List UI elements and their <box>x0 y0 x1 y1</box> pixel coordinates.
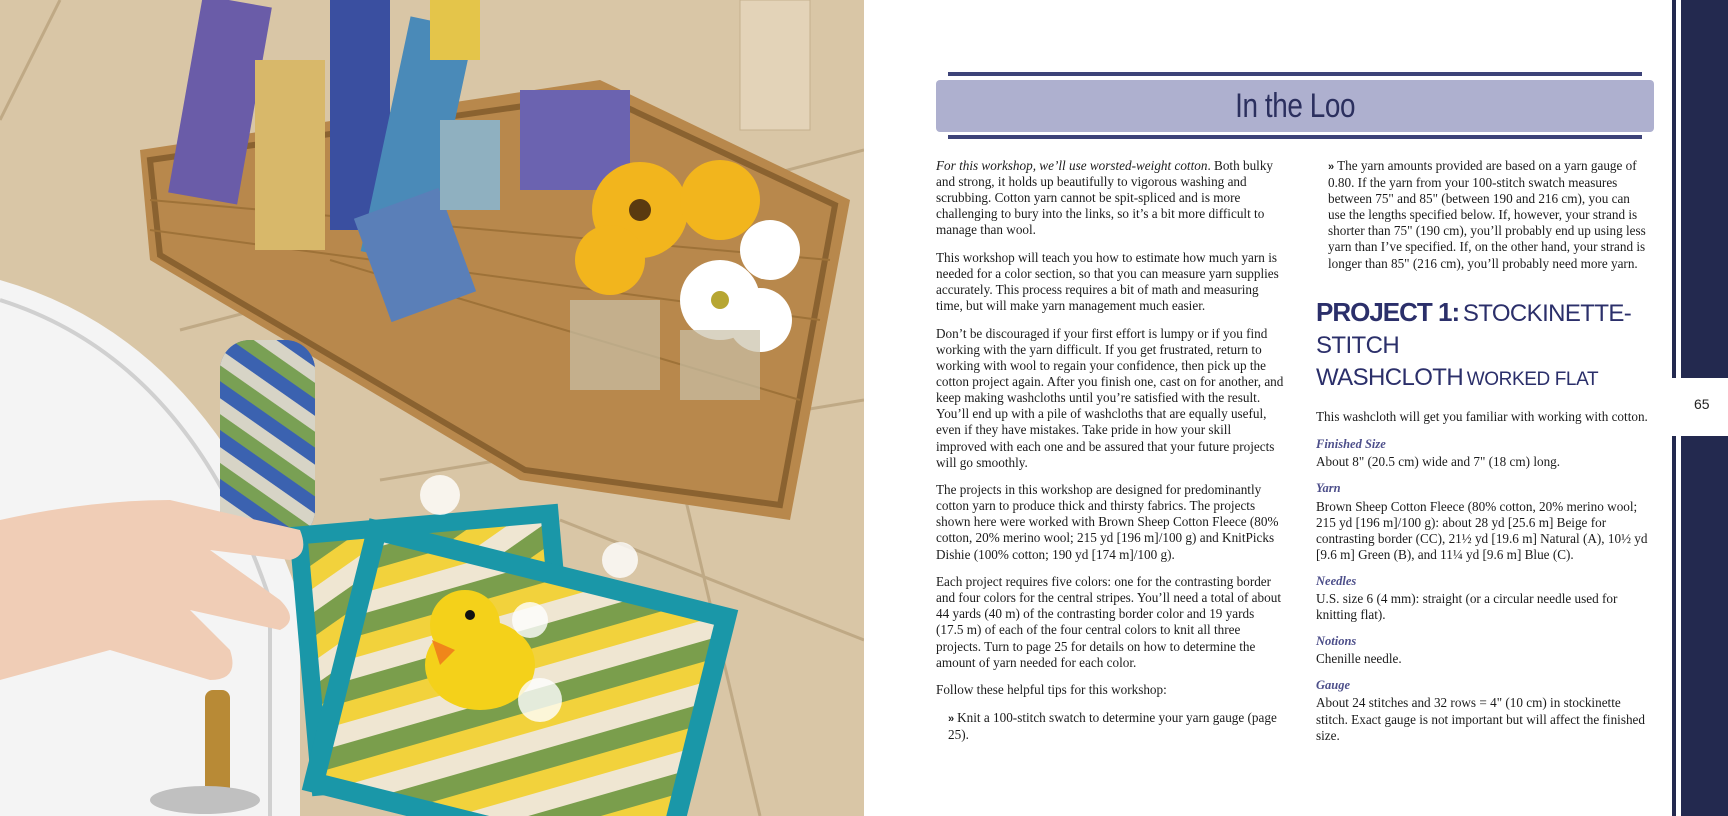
edge-tab-lower <box>1681 436 1728 816</box>
yarn-text: Brown Sheep Cotton Fleece (80% cotton, 20% merino wool; 215 yd [196 m]/100 g): about 28 yd [25.6 m] Beige for contrasting border (CC), 21½ yd [19.6 m] Natural (A), 10½ yd [9.6 m] Green (B), and 11¼ yd [9.6 m] Blue (C). <box>1316 498 1648 562</box>
page-number: 65 <box>1694 396 1710 412</box>
notions-label: Notions <box>1316 634 1357 649</box>
intro-rest: . Both bulky and strong, it holds up beautifully to vigorous washing and scrubbing. Cotton yarn cannot be spit-spliced and is more challenging to bury into the links, so it’s a bit more difficult to manage than wool. <box>936 158 1274 238</box>
paragraph-discouraged: Don’t be discouraged if your first effort is lumpy or if you find working with the yarn difficult. If you get frustrated, return to working with wool to regain your confidence, then pick up the cotton project again. After you finish one, cast on for another, and keep making washcloths until you’re satisfied with the result. You’ll end up with a pile of washcloths that are equally useful, even if they have mistakes. Take pride in how your skill improved with each one and be assured that your future projects will go smoothly. <box>936 325 1284 470</box>
paragraph-projects: The projects in this workshop are designed for predominantly cotton yarn to produce thick and thirsty fabrics. The projects shown here were worked with Brown Sheep Cotton Fleece (80% cotton, 20% merino wool; 215 yd [196 m]/100 g) and KnitPicks Dishie (100% cotton; 190 yd [174 m]/100 g). <box>936 482 1279 562</box>
title-rule-top <box>948 72 1642 76</box>
gauge-label: Gauge <box>1316 678 1351 693</box>
finished-size-text: About 8" (20.5 cm) wide and 7" (18 cm) long. <box>1316 454 1561 470</box>
project-intro: This washcloth will get you familiar with working with cotton. <box>1316 408 1648 424</box>
needles-text: U.S. size 6 (4 mm): straight (or a circular needle used for knitting flat). <box>1316 591 1618 623</box>
finished-size-label: Finished Size <box>1316 437 1386 452</box>
book-page <box>864 0 1728 816</box>
section-finished-size <box>1316 436 1650 470</box>
project-prefix: PROJECT 1: <box>1316 296 1460 327</box>
section-yarn <box>1316 480 1650 562</box>
tip-text: Knit a 100-stitch swatch to determine your yarn gauge (page 25). <box>948 709 1277 742</box>
text-column-right <box>1316 158 1650 754</box>
tip-text: The yarn amounts provided are based on a yarn gauge of 0.80. If the yarn from your 100-stitch swatch measures between 75" and 85" (between 190 and 216 cm), you can use the lengths specified below. If, however, your strand is shorter than 75" (190 cm), you’ll probably end up using less yarn than I’ve specified. If, on the other hand, your strand is longer than 85" (216 cm), you’ll probably need more yarn. <box>1328 158 1646 271</box>
edge-rule-lower <box>1672 436 1676 816</box>
paragraph-tips-intro: Follow these helpful tips for this workshop: <box>936 682 1167 698</box>
tip-bullet-gauge <box>1316 158 1650 272</box>
intro-emphasis: For this workshop, we’ll use worsted-weight cotton <box>936 158 1208 173</box>
paragraph-colors: Each project requires five colors: one for the contrasting border and four colors for the central stripes. You’ll need a total of about 44 yards (40 m) of the contrasting border color and 19 yards (17.5 m) of each of the four central colors to knit all three projects. Turn to page 25 for details on how to determine the amount of yarn needed for each color. <box>936 574 1281 670</box>
paragraph-estimate: This workshop will teach you how to estimate how much yarn is needed for a color section, so that you can measure yarn supplies accurately. This process requires a bit of math and measuring time, but will make yarn management much easier. <box>936 249 1279 314</box>
title-band <box>936 80 1654 132</box>
intro-paragraph <box>936 158 1284 238</box>
bullet-marker: » <box>1328 161 1335 173</box>
gauge-text: About 24 stitches and 32 rows = 4" (10 cm) in stockinette stitch. Exact gauge is not important but will affect the finished size. <box>1316 695 1645 743</box>
project-suffix: WORKED FLAT <box>1466 368 1599 390</box>
edge-tab-upper <box>1681 0 1728 378</box>
section-gauge <box>1316 677 1650 743</box>
section-needles <box>1316 573 1650 623</box>
project-heading <box>1316 298 1650 395</box>
text-column-left <box>936 158 1284 755</box>
section-notions <box>1316 633 1650 667</box>
needles-label: Needles <box>1316 573 1357 588</box>
title-rule-bottom <box>948 135 1642 139</box>
edge-rule-upper <box>1672 0 1676 378</box>
bullet-marker: » <box>948 712 955 725</box>
project-name-line2: WASHCLOTH <box>1316 363 1464 391</box>
notions-text: Chenille needle. <box>1316 651 1402 667</box>
page-title: In the Loo <box>1235 86 1355 125</box>
project-name-line1: STOCKINETTE-STITCH <box>1316 299 1632 359</box>
tip-bullet-swatch <box>936 710 1284 743</box>
yarn-label: Yarn <box>1316 481 1341 496</box>
